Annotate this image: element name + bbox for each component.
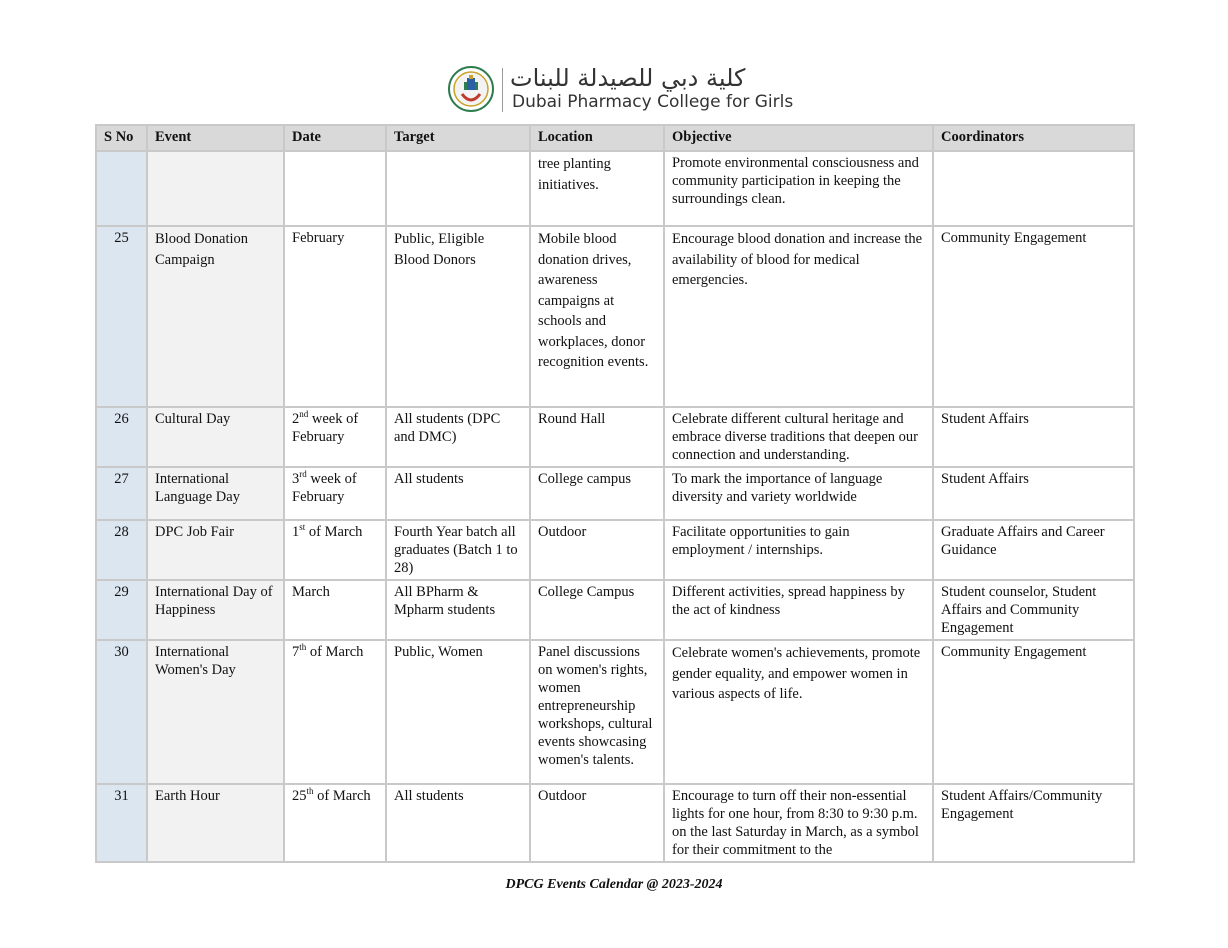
table-row (96, 784, 1134, 862)
column-header-location: Location (530, 125, 664, 151)
row-coordinators: Graduate Affairs and Career Guidance (933, 520, 1134, 580)
row-target: All students (DPC and DMC) (386, 407, 530, 467)
row-objective: Encourage to turn off their non-essential lights for one hour, from 8:30 to 9:30 p.m. on the last Saturday in March, as a symbol for their commitment to the (664, 784, 933, 862)
table-row (96, 226, 1134, 407)
date-rest: week of February (292, 411, 359, 445)
table-row (96, 520, 1134, 580)
row-coordinators: Student Affairs (933, 467, 1134, 520)
row-location: Outdoor (530, 520, 664, 580)
column-header-objective: Objective (664, 125, 933, 151)
date-rest: of March (306, 644, 364, 660)
row-date (284, 520, 386, 580)
college-logo (448, 64, 794, 116)
column-header-sno: S No (96, 125, 147, 151)
date-number: 2 (292, 411, 300, 427)
row-coordinators: Community Engagement (933, 226, 1134, 407)
row-target: All BPharm & Mpharm students (386, 580, 530, 640)
date-number: 3 (292, 471, 300, 487)
row-objective: Celebrate women's achievements, promote gender equality, and empower women in various aspects of life. (664, 640, 933, 784)
date-suffix: nd (299, 409, 309, 420)
table-row (96, 640, 1134, 784)
row-location: College Campus (530, 580, 664, 640)
row-objective: Celebrate different cultural heritage and embrace diverse traditions that deepen our connection and understanding. (664, 407, 933, 467)
row-coordinators: Student Affairs (933, 407, 1134, 467)
table-row (96, 580, 1134, 640)
college-name-english: Dubai Pharmacy College for Girls (512, 92, 794, 112)
row-location: Panel discussions on women's rights, women entrepreneurship workshops, cultural events showcasing women's talents. (530, 640, 664, 784)
row-location: College campus (530, 467, 664, 520)
column-header-coordinators: Coordinators (933, 125, 1134, 151)
row-objective: Encourage blood donation and increase the availability of blood for medical emergencies. (664, 226, 933, 407)
row-coordinators: Community Engagement (933, 640, 1134, 784)
row-event: Cultural Day (147, 407, 284, 467)
table-row (96, 151, 1134, 226)
row-sno (96, 151, 147, 226)
date-suffix: rd (299, 469, 307, 480)
row-target: Fourth Year batch all graduates (Batch 1 to 28) (386, 520, 530, 580)
row-location: tree planting initiatives. (530, 151, 664, 226)
row-event (147, 151, 284, 226)
row-sno: 30 (96, 640, 147, 784)
column-header-date: Date (284, 125, 386, 151)
date-rest: of March (305, 524, 363, 540)
row-sno: 26 (96, 407, 147, 467)
row-date (284, 151, 386, 226)
date-rest: of March (313, 788, 371, 804)
row-location: Mobile blood donation drives, awareness campaigns at schools and workplaces, donor recognition events. (530, 226, 664, 407)
page-footer: DPCG Events Calendar @ 2023-2024 (505, 877, 723, 892)
date-suffix: th (299, 642, 307, 653)
row-event: International Women's Day (147, 640, 284, 784)
row-target: Public, Women (386, 640, 530, 784)
events-table (95, 124, 1135, 863)
row-sno: 29 (96, 580, 147, 640)
row-objective: Facilitate opportunities to gain employment / internships. (664, 520, 933, 580)
column-header-target: Target (386, 125, 530, 151)
row-target: All students (386, 467, 530, 520)
row-event: Earth Hour (147, 784, 284, 862)
row-objective: Promote environmental consciousness and community participation in keeping the surroundings clean. (664, 151, 933, 226)
row-event: International Language Day (147, 467, 284, 520)
row-coordinators: Student Affairs/Community Engagement (933, 784, 1134, 862)
row-event: DPC Job Fair (147, 520, 284, 580)
date-suffix: th (306, 786, 314, 797)
row-event: Blood Donation Campaign (147, 226, 284, 407)
date-number: 7 (292, 644, 300, 660)
row-objective: Different activities, spread happiness by the act of kindness (664, 580, 933, 640)
column-header-event: Event (147, 125, 284, 151)
table-header-row (96, 125, 1134, 151)
row-date (284, 407, 386, 467)
date-number: 1 (292, 524, 300, 540)
row-date (284, 467, 386, 520)
row-date (284, 784, 386, 862)
logo-divider (502, 68, 503, 112)
row-target: Public, Eligible Blood Donors (386, 226, 530, 407)
row-location: Outdoor (530, 784, 664, 862)
row-objective: To mark the importance of language diversity and variety worldwide (664, 467, 933, 520)
row-date (284, 640, 386, 784)
row-date: March (284, 580, 386, 640)
college-name-arabic: كلية دبي للصيدلة للبنات (510, 64, 746, 92)
row-target: All students (386, 784, 530, 862)
date-suffix: st (299, 522, 306, 533)
college-seal-icon (448, 66, 494, 112)
row-coordinators (933, 151, 1134, 226)
row-sno: 28 (96, 520, 147, 580)
row-coordinators: Student counselor, Student Affairs and Community Engagement (933, 580, 1134, 640)
row-target (386, 151, 530, 226)
row-sno: 25 (96, 226, 147, 407)
table-row (96, 407, 1134, 467)
row-event: International Day of Happiness (147, 580, 284, 640)
date-number: 25 (292, 788, 307, 804)
row-sno: 27 (96, 467, 147, 520)
date-rest: week of February (292, 471, 357, 505)
row-date: February (284, 226, 386, 407)
row-location: Round Hall (530, 407, 664, 467)
table-row (96, 467, 1134, 520)
row-sno: 31 (96, 784, 147, 862)
